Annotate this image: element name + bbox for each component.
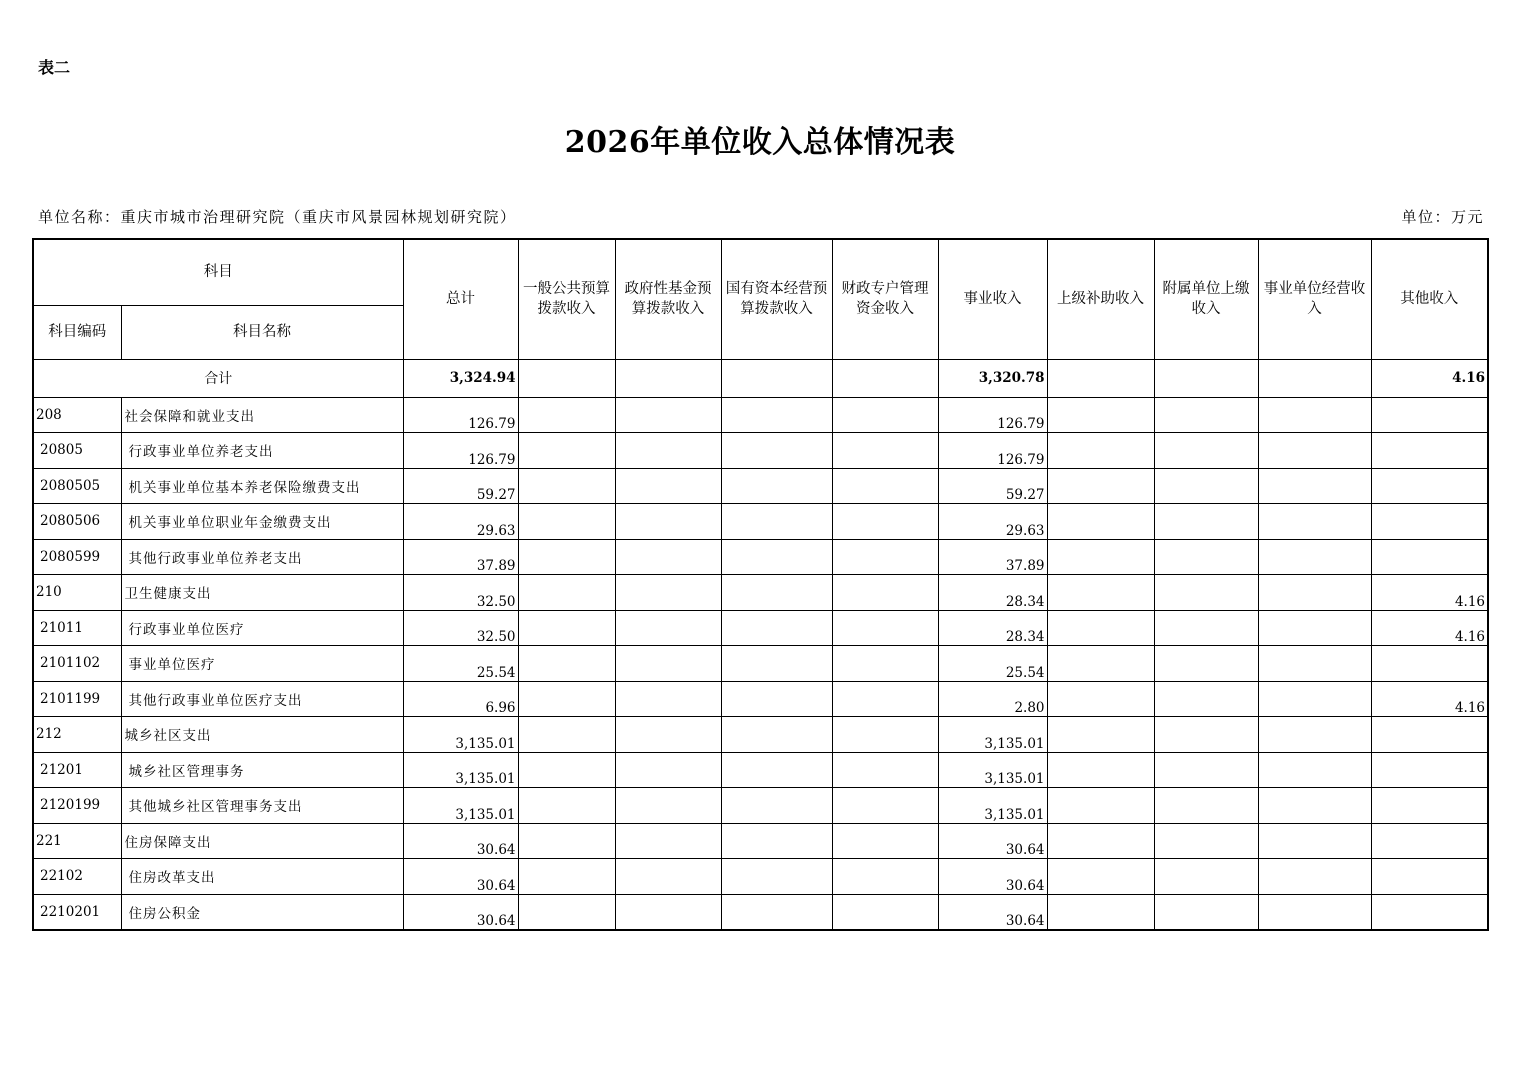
row-operating-income [1258,752,1371,788]
row-special-fund [832,646,938,682]
row-general-budget [518,823,615,859]
row-operating-income [1258,539,1371,575]
total-special-fund [832,359,938,397]
row-general-budget [518,894,615,930]
table-row [33,681,1488,717]
row-superior-subsidy [1047,610,1154,646]
table-label: 表二 [38,58,71,77]
row-special-fund [832,468,938,504]
row-general-budget [518,859,615,895]
row-total: 126.79 [403,397,518,433]
row-gov-fund [615,894,721,930]
table-row [33,504,1488,540]
row-operating-income [1258,575,1371,611]
row-other-income [1371,646,1488,682]
row-operating-income [1258,397,1371,433]
table-row [33,433,1488,469]
row-subject-name: 住房保障支出 [121,823,403,859]
row-operating-income [1258,823,1371,859]
total-label: 合计 [33,359,403,397]
row-subject-code: 2120199 [33,788,121,824]
row-business-income: 30.64 [938,894,1047,930]
table-body [33,397,1488,930]
row-subject-code: 2080505 [33,468,121,504]
header-subject-code: 科目编码 [33,305,121,359]
row-special-fund [832,681,938,717]
row-subject-code: 21011 [33,610,121,646]
row-special-fund [832,859,938,895]
header-general-budget: 一般公共预算拨款收入 [518,239,615,359]
row-state-capital [721,788,832,824]
row-special-fund [832,575,938,611]
row-superior-subsidy [1047,894,1154,930]
row-subject-name: 住房公积金 [121,894,403,930]
unit-label: 单位：万元 [1401,208,1484,226]
row-business-income: 3,135.01 [938,717,1047,753]
row-superior-subsidy [1047,681,1154,717]
row-affiliated-payment [1154,646,1258,682]
header-superior-subsidy: 上级补助收入 [1047,239,1154,359]
income-table [32,238,1489,931]
row-affiliated-payment [1154,397,1258,433]
row-total: 32.50 [403,575,518,611]
row-subject-code: 2210201 [33,894,121,930]
row-state-capital [721,575,832,611]
row-operating-income [1258,646,1371,682]
header-other-income: 其他收入 [1371,239,1488,359]
page-title: 2026年单位收入总体情况表 [564,125,956,160]
row-superior-subsidy [1047,646,1154,682]
row-superior-subsidy [1047,504,1154,540]
row-gov-fund [615,433,721,469]
row-total: 3,135.01 [403,717,518,753]
row-state-capital [721,752,832,788]
row-subject-name: 行政事业单位医疗 [121,610,403,646]
row-affiliated-payment [1154,859,1258,895]
total-other-income: 4.16 [1371,359,1488,397]
row-subject-name: 城乡社区支出 [121,717,403,753]
row-superior-subsidy [1047,788,1154,824]
table-row [33,646,1488,682]
row-business-income: 37.89 [938,539,1047,575]
row-state-capital [721,894,832,930]
row-state-capital [721,859,832,895]
row-subject-code: 212 [33,717,121,753]
row-affiliated-payment [1154,539,1258,575]
row-superior-subsidy [1047,823,1154,859]
row-superior-subsidy [1047,717,1154,753]
row-subject-code: 2080599 [33,539,121,575]
row-state-capital [721,397,832,433]
total-gov-fund [615,359,721,397]
row-affiliated-payment [1154,681,1258,717]
header-subject-name: 科目名称 [121,305,403,359]
row-affiliated-payment [1154,788,1258,824]
header-operating-income: 事业单位经营收入 [1258,239,1371,359]
row-state-capital [721,681,832,717]
header-state-capital: 国有资本经营预算拨款收入 [721,239,832,359]
row-operating-income [1258,717,1371,753]
row-total: 3,135.01 [403,752,518,788]
row-operating-income [1258,504,1371,540]
row-superior-subsidy [1047,468,1154,504]
header-affiliated-payment: 附属单位上缴收入 [1154,239,1258,359]
row-special-fund [832,539,938,575]
row-special-fund [832,717,938,753]
table-row [33,468,1488,504]
row-operating-income [1258,468,1371,504]
table-row [33,575,1488,611]
row-special-fund [832,433,938,469]
row-gov-fund [615,788,721,824]
row-operating-income [1258,788,1371,824]
row-affiliated-payment [1154,575,1258,611]
row-other-income [1371,539,1488,575]
row-gov-fund [615,504,721,540]
row-superior-subsidy [1047,397,1154,433]
row-general-budget [518,681,615,717]
total-affiliated-payment [1154,359,1258,397]
row-superior-subsidy [1047,433,1154,469]
row-gov-fund [615,823,721,859]
row-other-income [1371,894,1488,930]
row-gov-fund [615,752,721,788]
row-state-capital [721,823,832,859]
row-affiliated-payment [1154,433,1258,469]
row-subject-code: 22102 [33,859,121,895]
row-other-income [1371,433,1488,469]
row-special-fund [832,397,938,433]
row-total: 37.89 [403,539,518,575]
row-other-income: 4.16 [1371,575,1488,611]
row-total: 30.64 [403,823,518,859]
row-general-budget [518,610,615,646]
row-total: 3,135.01 [403,788,518,824]
row-total: 126.79 [403,433,518,469]
row-subject-code: 2101199 [33,681,121,717]
total-superior-subsidy [1047,359,1154,397]
table-row [33,539,1488,575]
total-business-income: 3,320.78 [938,359,1047,397]
total-row [33,359,1488,397]
row-business-income: 3,135.01 [938,752,1047,788]
row-superior-subsidy [1047,539,1154,575]
row-gov-fund [615,681,721,717]
row-subject-name: 城乡社区管理事务 [121,752,403,788]
row-general-budget [518,468,615,504]
row-business-income: 30.64 [938,823,1047,859]
row-superior-subsidy [1047,859,1154,895]
row-other-income [1371,397,1488,433]
row-operating-income [1258,894,1371,930]
total-general-budget [518,359,615,397]
row-gov-fund [615,575,721,611]
row-subject-code: 221 [33,823,121,859]
row-gov-fund [615,397,721,433]
header-subject: 科目 [33,239,403,305]
row-subject-code: 2101102 [33,646,121,682]
row-general-budget [518,788,615,824]
row-state-capital [721,504,832,540]
header-gov-fund: 政府性基金预算拨款收入 [615,239,721,359]
row-total: 30.64 [403,859,518,895]
row-business-income: 3,135.01 [938,788,1047,824]
row-affiliated-payment [1154,468,1258,504]
row-general-budget [518,504,615,540]
row-special-fund [832,823,938,859]
row-total: 6.96 [403,681,518,717]
row-state-capital [721,646,832,682]
row-subject-name: 卫生健康支出 [121,575,403,611]
row-affiliated-payment [1154,610,1258,646]
row-business-income: 59.27 [938,468,1047,504]
table-row [33,717,1488,753]
row-subject-code: 208 [33,397,121,433]
row-state-capital [721,433,832,469]
row-other-income: 4.16 [1371,681,1488,717]
total-operating-income [1258,359,1371,397]
row-gov-fund [615,539,721,575]
row-general-budget [518,646,615,682]
row-business-income: 28.34 [938,575,1047,611]
row-affiliated-payment [1154,823,1258,859]
row-special-fund [832,894,938,930]
row-subject-name: 社会保障和就业支出 [121,397,403,433]
table-row [33,397,1488,433]
unit-name: 单位名称：重庆市城市治理研究院（重庆市风景园林规划研究院） [38,208,517,226]
row-total: 59.27 [403,468,518,504]
row-business-income: 25.54 [938,646,1047,682]
row-state-capital [721,539,832,575]
row-other-income [1371,859,1488,895]
row-other-income [1371,823,1488,859]
row-gov-fund [615,717,721,753]
row-operating-income [1258,433,1371,469]
row-other-income [1371,788,1488,824]
row-subject-name: 行政事业单位养老支出 [121,433,403,469]
row-operating-income [1258,610,1371,646]
row-total: 29.63 [403,504,518,540]
row-operating-income [1258,859,1371,895]
row-general-budget [518,539,615,575]
row-total: 25.54 [403,646,518,682]
table-row [33,894,1488,930]
row-subject-name: 住房改革支出 [121,859,403,895]
row-other-income [1371,504,1488,540]
row-business-income: 30.64 [938,859,1047,895]
row-other-income [1371,752,1488,788]
row-subject-code: 21201 [33,752,121,788]
row-affiliated-payment [1154,752,1258,788]
row-general-budget [518,433,615,469]
row-superior-subsidy [1047,575,1154,611]
table-row [33,788,1488,824]
row-special-fund [832,752,938,788]
row-state-capital [721,717,832,753]
row-superior-subsidy [1047,752,1154,788]
row-subject-code: 210 [33,575,121,611]
table-row [33,752,1488,788]
row-business-income: 28.34 [938,610,1047,646]
row-other-income [1371,717,1488,753]
header-special-fund: 财政专户管理资金收入 [832,239,938,359]
row-gov-fund [615,646,721,682]
row-general-budget [518,717,615,753]
header-total: 总计 [403,239,518,359]
row-operating-income [1258,681,1371,717]
row-affiliated-payment [1154,717,1258,753]
row-subject-name: 事业单位医疗 [121,646,403,682]
row-state-capital [721,610,832,646]
row-subject-name: 机关事业单位基本养老保险缴费支出 [121,468,403,504]
row-gov-fund [615,859,721,895]
row-total: 32.50 [403,610,518,646]
row-affiliated-payment [1154,504,1258,540]
row-business-income: 29.63 [938,504,1047,540]
row-special-fund [832,788,938,824]
row-general-budget [518,752,615,788]
row-subject-code: 2080506 [33,504,121,540]
row-business-income: 126.79 [938,433,1047,469]
row-general-budget [518,575,615,611]
row-subject-name: 机关事业单位职业年金缴费支出 [121,504,403,540]
row-special-fund [832,610,938,646]
row-subject-name: 其他城乡社区管理事务支出 [121,788,403,824]
row-business-income: 126.79 [938,397,1047,433]
table-row [33,859,1488,895]
row-other-income: 4.16 [1371,610,1488,646]
row-other-income [1371,468,1488,504]
row-total: 30.64 [403,894,518,930]
row-subject-name: 其他行政事业单位医疗支出 [121,681,403,717]
row-subject-name: 其他行政事业单位养老支出 [121,539,403,575]
row-state-capital [721,468,832,504]
table-row [33,610,1488,646]
row-special-fund [832,504,938,540]
row-affiliated-payment [1154,894,1258,930]
header-business-income: 事业收入 [938,239,1047,359]
table-row [33,823,1488,859]
total-state-capital [721,359,832,397]
row-gov-fund [615,610,721,646]
row-business-income: 2.80 [938,681,1047,717]
row-general-budget [518,397,615,433]
row-subject-code: 20805 [33,433,121,469]
total-total: 3,324.94 [403,359,518,397]
row-gov-fund [615,468,721,504]
